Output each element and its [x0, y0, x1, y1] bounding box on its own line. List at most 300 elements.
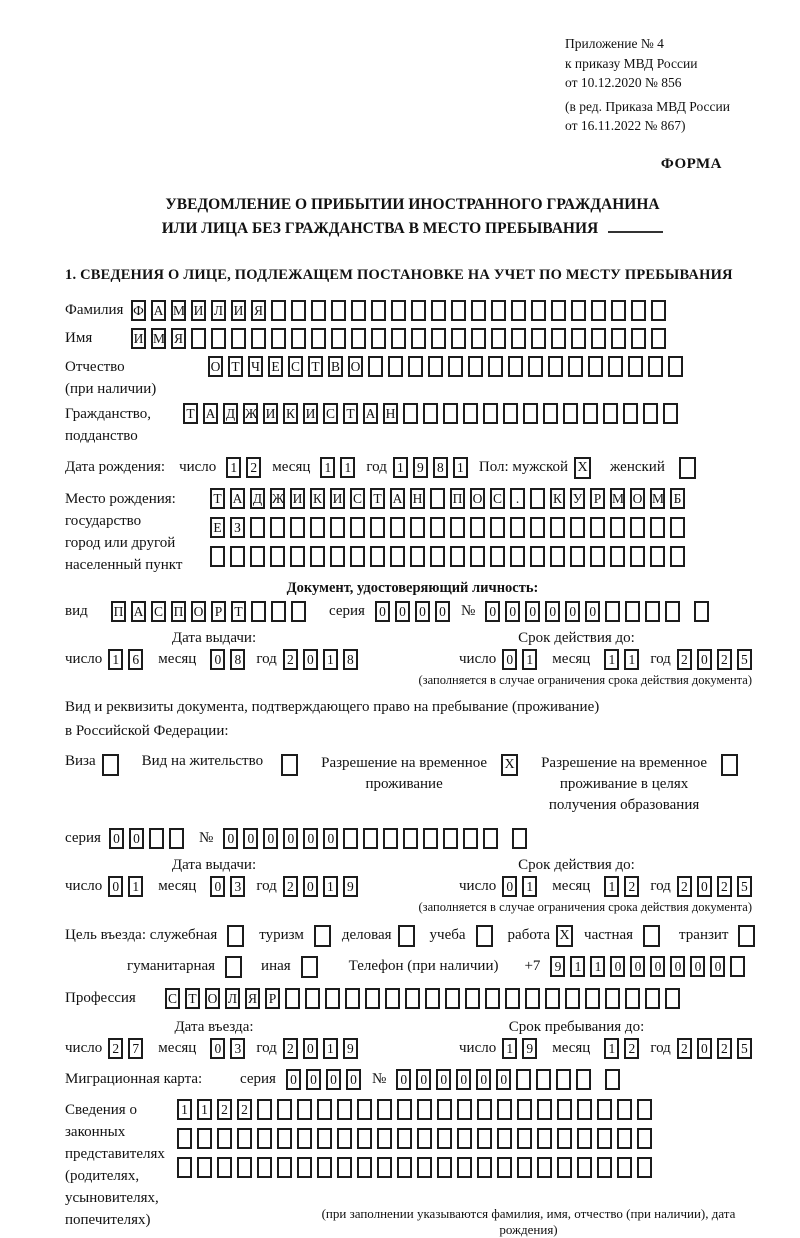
char-cell[interactable]: 0: [710, 956, 725, 977]
char-cell[interactable]: 1: [128, 876, 143, 897]
char-cell[interactable]: [465, 988, 480, 1009]
char-cell[interactable]: О: [630, 488, 645, 509]
char-cell[interactable]: [357, 1157, 372, 1178]
char-cell[interactable]: [397, 1099, 412, 1120]
char-cell[interactable]: [423, 828, 438, 849]
char-cell[interactable]: 8: [230, 649, 245, 670]
char-cell[interactable]: 0: [303, 1038, 318, 1059]
char-cell[interactable]: О: [205, 988, 220, 1009]
char-cell[interactable]: 0: [210, 649, 225, 670]
char-cell[interactable]: [730, 956, 745, 977]
char-cell[interactable]: 0: [585, 601, 600, 622]
char-cell[interactable]: [537, 1099, 552, 1120]
char-cell[interactable]: [570, 517, 585, 538]
char-cell[interactable]: [431, 300, 446, 321]
char-cell[interactable]: [385, 988, 400, 1009]
char-cell[interactable]: Я: [245, 988, 260, 1009]
char-cell[interactable]: Т: [308, 356, 323, 377]
char-cell[interactable]: [490, 546, 505, 567]
char-cell[interactable]: [625, 988, 640, 1009]
char-cell[interactable]: [665, 988, 680, 1009]
char-cell[interactable]: [645, 601, 660, 622]
char-cell[interactable]: [257, 1128, 272, 1149]
char-cell[interactable]: [311, 328, 326, 349]
char-cell[interactable]: 0: [670, 956, 685, 977]
char-cell[interactable]: [451, 328, 466, 349]
char-cell[interactable]: [297, 1128, 312, 1149]
char-cell[interactable]: Т: [370, 488, 385, 509]
char-cell[interactable]: [191, 328, 206, 349]
char-cell[interactable]: [570, 546, 585, 567]
char-cell[interactable]: [250, 517, 265, 538]
char-cell[interactable]: [588, 356, 603, 377]
char-cell[interactable]: 2: [717, 876, 732, 897]
char-cell[interactable]: [505, 988, 520, 1009]
char-cell[interactable]: [577, 1157, 592, 1178]
char-cell[interactable]: [617, 1128, 632, 1149]
char-cell[interactable]: С: [490, 488, 505, 509]
char-cell[interactable]: 0: [545, 601, 560, 622]
char-cell[interactable]: [448, 356, 463, 377]
char-cell[interactable]: Т: [231, 601, 246, 622]
char-cell[interactable]: [605, 1069, 620, 1090]
char-cell[interactable]: 0: [415, 601, 430, 622]
char-cell[interactable]: [457, 1099, 472, 1120]
char-cell[interactable]: [277, 1157, 292, 1178]
char-cell[interactable]: [470, 546, 485, 567]
char-cell[interactable]: Т: [183, 403, 198, 424]
char-cell[interactable]: 0: [129, 828, 144, 849]
char-cell[interactable]: И: [131, 328, 146, 349]
char-cell[interactable]: [551, 328, 566, 349]
char-cell[interactable]: [631, 328, 646, 349]
char-cell[interactable]: [490, 517, 505, 538]
char-cell[interactable]: [610, 546, 625, 567]
char-cell[interactable]: 2: [283, 876, 298, 897]
char-cell[interactable]: [585, 988, 600, 1009]
char-cell[interactable]: 0: [476, 1069, 491, 1090]
char-cell[interactable]: [543, 403, 558, 424]
char-cell[interactable]: 1: [570, 956, 585, 977]
char-cell[interactable]: [285, 988, 300, 1009]
char-cell[interactable]: [738, 925, 755, 947]
char-cell[interactable]: 1: [604, 1038, 619, 1059]
char-cell[interactable]: [211, 328, 226, 349]
char-cell[interactable]: 9: [343, 1038, 358, 1059]
char-cell[interactable]: 0: [303, 828, 318, 849]
char-cell[interactable]: Е: [210, 517, 225, 538]
char-cell[interactable]: 1: [522, 649, 537, 670]
char-cell[interactable]: [631, 300, 646, 321]
char-cell[interactable]: [576, 1069, 591, 1090]
char-cell[interactable]: 2: [677, 876, 692, 897]
char-cell[interactable]: [430, 517, 445, 538]
char-cell[interactable]: [643, 403, 658, 424]
char-cell[interactable]: И: [191, 300, 206, 321]
char-cell[interactable]: [523, 403, 538, 424]
char-cell[interactable]: [430, 546, 445, 567]
char-cell[interactable]: [577, 1128, 592, 1149]
char-cell[interactable]: П: [450, 488, 465, 509]
char-cell[interactable]: [591, 300, 606, 321]
char-cell[interactable]: [450, 517, 465, 538]
char-cell[interactable]: [510, 517, 525, 538]
char-cell[interactable]: [257, 1157, 272, 1178]
char-cell[interactable]: [350, 517, 365, 538]
char-cell[interactable]: [551, 300, 566, 321]
char-cell[interactable]: 0: [697, 1038, 712, 1059]
char-cell[interactable]: [530, 517, 545, 538]
char-cell[interactable]: [370, 546, 385, 567]
char-cell[interactable]: 2: [717, 649, 732, 670]
char-cell[interactable]: [557, 1099, 572, 1120]
char-cell[interactable]: [537, 1157, 552, 1178]
char-cell[interactable]: Я: [171, 328, 186, 349]
char-cell[interactable]: С: [288, 356, 303, 377]
char-cell[interactable]: 0: [456, 1069, 471, 1090]
char-cell[interactable]: [563, 403, 578, 424]
char-cell[interactable]: [477, 1099, 492, 1120]
char-cell[interactable]: В: [328, 356, 343, 377]
char-cell[interactable]: [603, 403, 618, 424]
char-cell[interactable]: [317, 1099, 332, 1120]
char-cell[interactable]: [550, 517, 565, 538]
char-cell[interactable]: 0: [263, 828, 278, 849]
char-cell[interactable]: 0: [210, 1038, 225, 1059]
char-cell[interactable]: 1: [323, 649, 338, 670]
char-cell[interactable]: [510, 546, 525, 567]
char-cell[interactable]: [443, 828, 458, 849]
char-cell[interactable]: [251, 328, 266, 349]
char-cell[interactable]: [468, 356, 483, 377]
char-cell[interactable]: [663, 403, 678, 424]
char-cell[interactable]: 1: [340, 457, 355, 478]
char-cell[interactable]: И: [231, 300, 246, 321]
char-cell[interactable]: [377, 1128, 392, 1149]
char-cell[interactable]: [450, 546, 465, 567]
char-cell[interactable]: 1: [108, 649, 123, 670]
char-cell[interactable]: [377, 1157, 392, 1178]
char-cell[interactable]: 0: [303, 649, 318, 670]
char-cell[interactable]: [391, 328, 406, 349]
char-cell[interactable]: [503, 403, 518, 424]
char-cell[interactable]: [428, 356, 443, 377]
char-cell[interactable]: [511, 300, 526, 321]
char-cell[interactable]: 9: [522, 1038, 537, 1059]
char-cell[interactable]: 0: [323, 828, 338, 849]
char-cell[interactable]: [430, 488, 445, 509]
char-cell[interactable]: [337, 1157, 352, 1178]
char-cell[interactable]: [617, 1157, 632, 1178]
char-cell[interactable]: [411, 300, 426, 321]
char-cell[interactable]: 3: [230, 1038, 245, 1059]
char-cell[interactable]: [517, 1099, 532, 1120]
char-cell[interactable]: А: [230, 488, 245, 509]
char-cell[interactable]: 0: [395, 601, 410, 622]
char-cell[interactable]: [390, 546, 405, 567]
char-cell[interactable]: 0: [223, 828, 238, 849]
char-cell[interactable]: [637, 1128, 652, 1149]
char-cell[interactable]: 0: [690, 956, 705, 977]
char-cell[interactable]: [637, 1099, 652, 1120]
char-cell[interactable]: [337, 1099, 352, 1120]
char-cell[interactable]: [345, 988, 360, 1009]
char-cell[interactable]: М: [610, 488, 625, 509]
char-cell[interactable]: [630, 546, 645, 567]
char-cell[interactable]: [431, 328, 446, 349]
char-cell[interactable]: Е: [268, 356, 283, 377]
char-cell[interactable]: [217, 1128, 232, 1149]
char-cell[interactable]: [528, 356, 543, 377]
char-cell[interactable]: X: [501, 754, 518, 776]
char-cell[interactable]: [630, 517, 645, 538]
char-cell[interactable]: 0: [346, 1069, 361, 1090]
char-cell[interactable]: 2: [283, 649, 298, 670]
char-cell[interactable]: 0: [485, 601, 500, 622]
char-cell[interactable]: [398, 925, 415, 947]
char-cell[interactable]: [310, 546, 325, 567]
char-cell[interactable]: [497, 1157, 512, 1178]
char-cell[interactable]: [231, 328, 246, 349]
char-cell[interactable]: [297, 1099, 312, 1120]
char-cell[interactable]: [568, 356, 583, 377]
char-cell[interactable]: [383, 828, 398, 849]
char-cell[interactable]: О: [191, 601, 206, 622]
char-cell[interactable]: Я: [251, 300, 266, 321]
char-cell[interactable]: 7: [128, 1038, 143, 1059]
char-cell[interactable]: [457, 1157, 472, 1178]
char-cell[interactable]: [590, 517, 605, 538]
char-cell[interactable]: [325, 988, 340, 1009]
char-cell[interactable]: Д: [223, 403, 238, 424]
char-cell[interactable]: 0: [396, 1069, 411, 1090]
char-cell[interactable]: 1: [522, 876, 537, 897]
char-cell[interactable]: [291, 328, 306, 349]
char-cell[interactable]: [365, 988, 380, 1009]
char-cell[interactable]: М: [151, 328, 166, 349]
char-cell[interactable]: [271, 601, 286, 622]
char-cell[interactable]: [476, 925, 493, 947]
char-cell[interactable]: [628, 356, 643, 377]
char-cell[interactable]: [451, 300, 466, 321]
char-cell[interactable]: [411, 328, 426, 349]
char-cell[interactable]: [311, 300, 326, 321]
char-cell[interactable]: П: [111, 601, 126, 622]
char-cell[interactable]: [314, 925, 331, 947]
char-cell[interactable]: 0: [697, 876, 712, 897]
char-cell[interactable]: [665, 601, 680, 622]
char-cell[interactable]: О: [470, 488, 485, 509]
char-cell[interactable]: [310, 517, 325, 538]
char-cell[interactable]: [102, 754, 119, 776]
char-cell[interactable]: 0: [375, 601, 390, 622]
char-cell[interactable]: [388, 356, 403, 377]
char-cell[interactable]: [477, 1157, 492, 1178]
char-cell[interactable]: 0: [502, 649, 517, 670]
char-cell[interactable]: 0: [416, 1069, 431, 1090]
char-cell[interactable]: [230, 546, 245, 567]
char-cell[interactable]: Ж: [243, 403, 258, 424]
char-cell[interactable]: 1: [393, 457, 408, 478]
char-cell[interactable]: 2: [217, 1099, 232, 1120]
char-cell[interactable]: [343, 828, 358, 849]
char-cell[interactable]: [637, 1157, 652, 1178]
char-cell[interactable]: Л: [211, 300, 226, 321]
char-cell[interactable]: [370, 517, 385, 538]
char-cell[interactable]: [517, 1128, 532, 1149]
char-cell[interactable]: Н: [410, 488, 425, 509]
char-cell[interactable]: 2: [677, 1038, 692, 1059]
char-cell[interactable]: [371, 300, 386, 321]
char-cell[interactable]: [257, 1099, 272, 1120]
char-cell[interactable]: [651, 328, 666, 349]
char-cell[interactable]: [337, 1128, 352, 1149]
char-cell[interactable]: А: [203, 403, 218, 424]
char-cell[interactable]: 1: [604, 876, 619, 897]
char-cell[interactable]: [643, 925, 660, 947]
char-cell[interactable]: [611, 328, 626, 349]
char-cell[interactable]: [351, 300, 366, 321]
char-cell[interactable]: С: [350, 488, 365, 509]
char-cell[interactable]: 0: [525, 601, 540, 622]
char-cell[interactable]: 2: [717, 1038, 732, 1059]
char-cell[interactable]: А: [363, 403, 378, 424]
char-cell[interactable]: 2: [624, 876, 639, 897]
char-cell[interactable]: [608, 356, 623, 377]
char-cell[interactable]: 1: [226, 457, 241, 478]
char-cell[interactable]: [317, 1128, 332, 1149]
char-cell[interactable]: 0: [565, 601, 580, 622]
char-cell[interactable]: [437, 1099, 452, 1120]
char-cell[interactable]: [497, 1128, 512, 1149]
char-cell[interactable]: А: [131, 601, 146, 622]
char-cell[interactable]: 0: [326, 1069, 341, 1090]
char-cell[interactable]: .: [510, 488, 525, 509]
char-cell[interactable]: [331, 300, 346, 321]
char-cell[interactable]: [650, 517, 665, 538]
char-cell[interactable]: [437, 1157, 452, 1178]
char-cell[interactable]: [237, 1128, 252, 1149]
char-cell[interactable]: [650, 546, 665, 567]
char-cell[interactable]: [271, 328, 286, 349]
char-cell[interactable]: [363, 828, 378, 849]
char-cell[interactable]: [423, 403, 438, 424]
char-cell[interactable]: [330, 517, 345, 538]
char-cell[interactable]: [290, 546, 305, 567]
char-cell[interactable]: 1: [453, 457, 468, 478]
char-cell[interactable]: [368, 356, 383, 377]
char-cell[interactable]: [443, 403, 458, 424]
char-cell[interactable]: [377, 1099, 392, 1120]
char-cell[interactable]: А: [390, 488, 405, 509]
char-cell[interactable]: С: [151, 601, 166, 622]
char-cell[interactable]: 0: [283, 828, 298, 849]
char-cell[interactable]: [397, 1128, 412, 1149]
char-cell[interactable]: [516, 1069, 531, 1090]
char-cell[interactable]: Р: [590, 488, 605, 509]
char-cell[interactable]: У: [570, 488, 585, 509]
char-cell[interactable]: [557, 1157, 572, 1178]
char-cell[interactable]: [525, 988, 540, 1009]
char-cell[interactable]: [571, 300, 586, 321]
char-cell[interactable]: З: [230, 517, 245, 538]
char-cell[interactable]: 1: [177, 1099, 192, 1120]
char-cell[interactable]: М: [171, 300, 186, 321]
char-cell[interactable]: X: [574, 457, 591, 479]
char-cell[interactable]: 0: [210, 876, 225, 897]
char-cell[interactable]: 0: [109, 828, 124, 849]
char-cell[interactable]: [497, 1099, 512, 1120]
char-cell[interactable]: [417, 1128, 432, 1149]
char-cell[interactable]: [483, 828, 498, 849]
char-cell[interactable]: 2: [108, 1038, 123, 1059]
char-cell[interactable]: [425, 988, 440, 1009]
char-cell[interactable]: [590, 546, 605, 567]
char-cell[interactable]: Т: [228, 356, 243, 377]
char-cell[interactable]: [485, 988, 500, 1009]
char-cell[interactable]: [417, 1099, 432, 1120]
char-cell[interactable]: 8: [433, 457, 448, 478]
char-cell[interactable]: [463, 403, 478, 424]
char-cell[interactable]: 1: [604, 649, 619, 670]
char-cell[interactable]: [445, 988, 460, 1009]
char-cell[interactable]: [331, 328, 346, 349]
char-cell[interactable]: Т: [210, 488, 225, 509]
char-cell[interactable]: [610, 517, 625, 538]
char-cell[interactable]: [648, 356, 663, 377]
char-cell[interactable]: О: [208, 356, 223, 377]
char-cell[interactable]: С: [165, 988, 180, 1009]
char-cell[interactable]: Т: [185, 988, 200, 1009]
char-cell[interactable]: [291, 300, 306, 321]
char-cell[interactable]: Т: [343, 403, 358, 424]
char-cell[interactable]: Д: [250, 488, 265, 509]
char-cell[interactable]: Ч: [248, 356, 263, 377]
char-cell[interactable]: 0: [697, 649, 712, 670]
char-cell[interactable]: [290, 517, 305, 538]
char-cell[interactable]: 0: [610, 956, 625, 977]
char-cell[interactable]: [270, 546, 285, 567]
char-cell[interactable]: 0: [502, 876, 517, 897]
char-cell[interactable]: 5: [737, 876, 752, 897]
char-cell[interactable]: [291, 601, 306, 622]
char-cell[interactable]: [597, 1099, 612, 1120]
char-cell[interactable]: [694, 601, 709, 622]
char-cell[interactable]: К: [310, 488, 325, 509]
char-cell[interactable]: [210, 546, 225, 567]
char-cell[interactable]: [397, 1157, 412, 1178]
char-cell[interactable]: [250, 546, 265, 567]
char-cell[interactable]: [408, 356, 423, 377]
char-cell[interactable]: [611, 300, 626, 321]
char-cell[interactable]: [169, 828, 184, 849]
char-cell[interactable]: 0: [436, 1069, 451, 1090]
char-cell[interactable]: [625, 601, 640, 622]
char-cell[interactable]: И: [263, 403, 278, 424]
char-cell[interactable]: О: [348, 356, 363, 377]
char-cell[interactable]: [565, 988, 580, 1009]
char-cell[interactable]: 2: [283, 1038, 298, 1059]
char-cell[interactable]: 9: [343, 876, 358, 897]
char-cell[interactable]: [357, 1099, 372, 1120]
char-cell[interactable]: [488, 356, 503, 377]
char-cell[interactable]: [217, 1157, 232, 1178]
char-cell[interactable]: 9: [550, 956, 565, 977]
char-cell[interactable]: [403, 403, 418, 424]
char-cell[interactable]: 2: [237, 1099, 252, 1120]
char-cell[interactable]: М: [650, 488, 665, 509]
char-cell[interactable]: 2: [624, 1038, 639, 1059]
